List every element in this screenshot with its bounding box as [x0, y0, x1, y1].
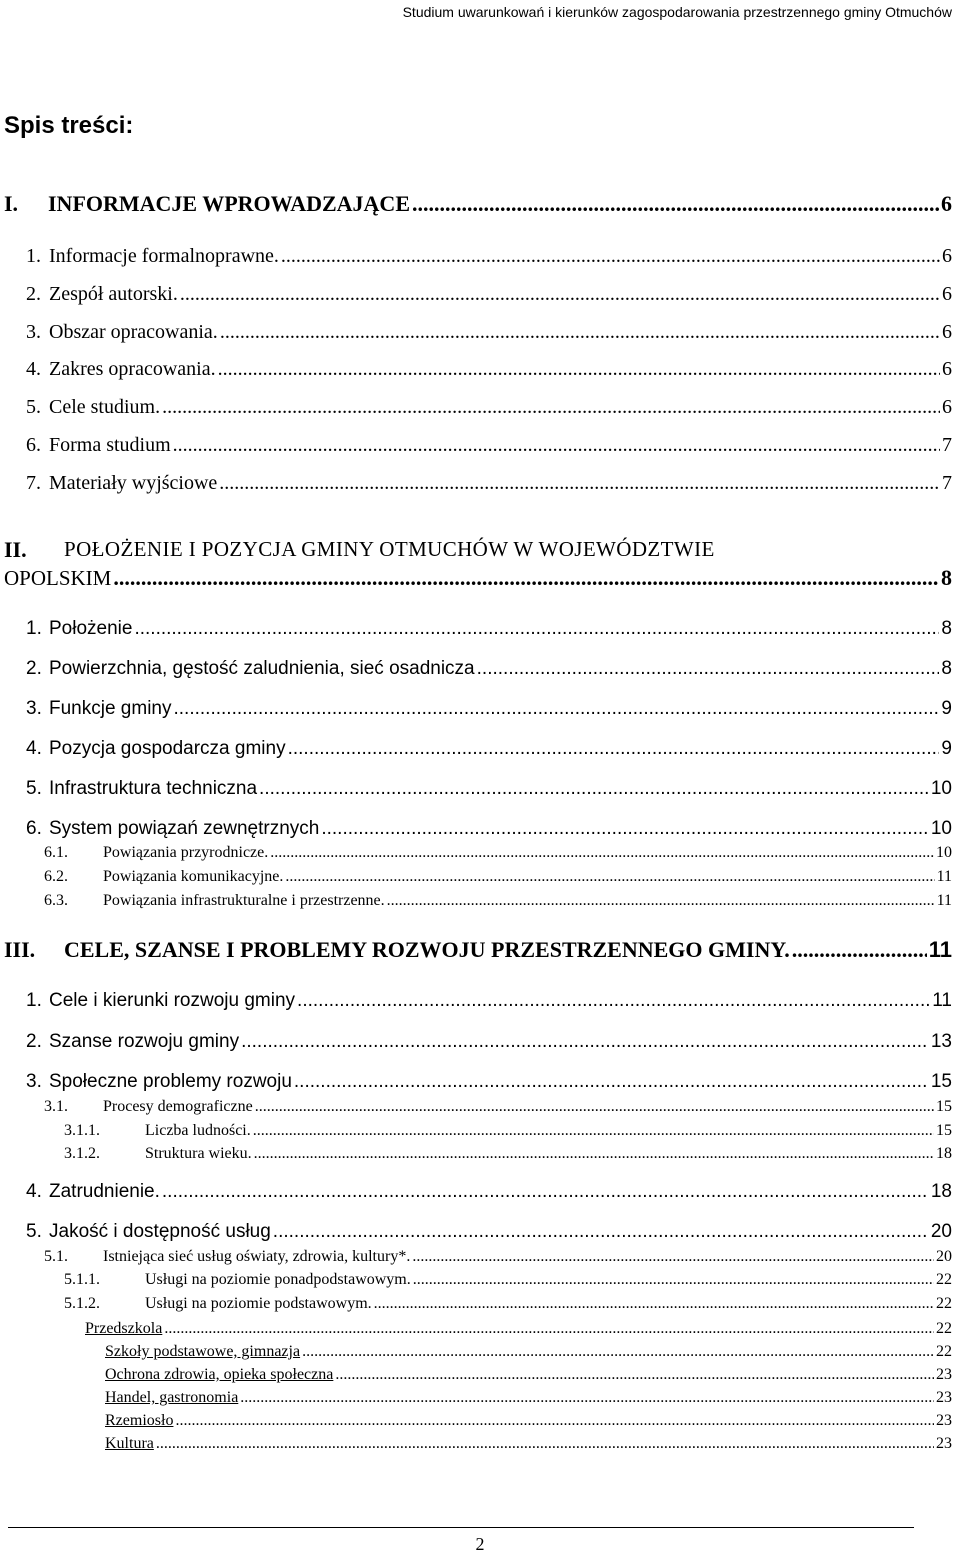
toc-label: Powiązania komunikacyjne. [103, 868, 284, 885]
toc-label: Struktura wieku. [145, 1145, 252, 1162]
toc-entry[interactable] [26, 245, 952, 268]
toc-page: 23 [936, 1366, 952, 1383]
toc-entry[interactable] [26, 698, 952, 720]
toc-number: III. [4, 937, 36, 962]
dot-leader [134, 618, 939, 640]
dot-leader [281, 245, 940, 268]
toc-entry[interactable] [26, 1071, 952, 1093]
toc-page: 13 [930, 1031, 952, 1052]
toc-label: CELE, SZANSE I PROBLEMY ROZWOJU PRZESTRZENNEGO GMINY. [64, 937, 790, 962]
toc-label: System powiązań zewnętrznych [49, 818, 320, 839]
dot-leader [477, 658, 940, 680]
toc-number: 6.3. [44, 892, 68, 909]
toc-subentry[interactable] [44, 892, 952, 910]
toc-subsubentry[interactable] [64, 1295, 952, 1313]
toc-label: INFORMACJE WPROWADZAJĄCE [48, 191, 410, 216]
toc-page: 6 [942, 283, 952, 305]
dot-leader [164, 1320, 934, 1338]
toc-page: 6 [942, 321, 952, 343]
toc-page: 6 [941, 191, 952, 216]
dot-leader [220, 321, 940, 344]
dot-leader [253, 1122, 934, 1140]
dot-leader [241, 1031, 929, 1053]
toc-number: 5.1.1. [64, 1271, 100, 1288]
toc-entry[interactable] [26, 283, 952, 306]
dot-leader [254, 1145, 934, 1163]
toc-label: POŁOŻENIE I POZYCJA GMINY OTMUCHÓW W WOJEWÓDZTWIE [64, 537, 715, 561]
toc-number: 3.1.2. [64, 1145, 100, 1162]
toc-label: Szanse rozwoju gminy [49, 1031, 240, 1052]
toc-subentry[interactable] [44, 844, 952, 862]
toc-entry[interactable] [26, 321, 952, 344]
toc-number: 3. [26, 321, 41, 343]
toc-part-3[interactable] [4, 937, 952, 963]
toc-label: OPOLSKIM [4, 566, 112, 590]
toc-number: 5.1.2. [64, 1295, 100, 1312]
toc-page: 10 [930, 818, 952, 839]
toc-entry[interactable] [26, 778, 952, 800]
dot-leader [294, 1071, 929, 1093]
toc-page: 10 [930, 778, 952, 799]
toc-part-2[interactable] [4, 565, 952, 591]
toc-subentry[interactable] [44, 1098, 952, 1116]
toc-label: Forma studium [49, 434, 171, 456]
toc-label: Istniejąca sieć usług oświaty, zdrowia, kultury*. [103, 1248, 411, 1265]
toc-subentry[interactable] [44, 1248, 952, 1266]
toc-page: 11 [936, 868, 952, 885]
toc-number: 2. [26, 283, 41, 305]
toc-number: 3.1.1. [64, 1122, 100, 1139]
toc-entry[interactable] [26, 472, 952, 495]
toc-page: 22 [936, 1343, 952, 1360]
toc-link-entry[interactable] [105, 1343, 952, 1361]
toc-page: 6 [942, 245, 952, 267]
dot-leader [259, 778, 929, 800]
dot-leader [173, 434, 940, 457]
toc-page: 22 [936, 1271, 952, 1288]
toc-number: I. [4, 191, 19, 216]
toc-page: 18 [930, 1181, 952, 1202]
toc-page: 8 [941, 565, 952, 590]
dot-leader [413, 1271, 934, 1289]
toc-subentry[interactable] [44, 868, 952, 886]
toc-number: 2. [26, 1031, 42, 1052]
toc-number: 5.1. [44, 1248, 68, 1265]
dot-leader [175, 1412, 934, 1430]
toc-number: 6.2. [44, 868, 68, 885]
toc-link[interactable]: Handel, gastronomia [105, 1389, 239, 1406]
toc-page: 18 [936, 1145, 952, 1162]
toc-number: 6. [26, 818, 42, 839]
toc-label: Społeczne problemy rozwoju [49, 1071, 292, 1092]
toc-number: 3.1. [44, 1098, 68, 1115]
dot-leader [792, 937, 927, 963]
toc-label: Usługi na poziomie ponadpodstawowym. [145, 1271, 411, 1288]
toc-entry[interactable] [26, 434, 952, 457]
toc-part-2-heading[interactable] [4, 537, 715, 563]
toc-link-entry[interactable] [105, 1389, 952, 1407]
toc-link-entry[interactable] [105, 1435, 952, 1453]
toc-page: 6 [942, 396, 952, 418]
toc-link[interactable]: Rzemiosło [105, 1412, 174, 1429]
toc-number: 7. [26, 472, 41, 494]
dot-leader [180, 283, 940, 306]
dot-leader [297, 990, 930, 1012]
toc-label: Jakość i dostępność usług [49, 1221, 271, 1242]
dot-leader [387, 892, 935, 910]
dot-leader [285, 868, 934, 886]
toc-label: Liczba ludności. [145, 1122, 251, 1139]
toc-number: 3. [26, 1071, 42, 1092]
toc-page: 8 [941, 618, 952, 639]
toc-number: 1. [26, 618, 42, 639]
toc-page: 22 [936, 1295, 952, 1312]
toc-number: 3. [26, 698, 42, 719]
toc-number: 5. [26, 778, 42, 799]
toc-number: 6. [26, 434, 41, 456]
toc-link[interactable]: Ochrona zdrowia, opieka społeczna [105, 1366, 334, 1383]
toc-subsubentry[interactable] [64, 1271, 952, 1289]
toc-link-entry[interactable] [85, 1320, 952, 1338]
toc-link[interactable]: Przedszkola [85, 1320, 163, 1337]
toc-link[interactable]: Kultura [105, 1435, 154, 1452]
toc-entry[interactable] [26, 358, 952, 381]
toc-page: 9 [941, 738, 952, 759]
toc-page: 15 [930, 1071, 952, 1092]
toc-label: Położenie [49, 618, 133, 639]
dot-leader [288, 738, 940, 760]
toc-number: 1. [26, 990, 42, 1011]
toc-link-entry[interactable] [105, 1412, 952, 1430]
toc-number: II. [4, 537, 27, 562]
toc-link-entry[interactable] [105, 1366, 952, 1384]
toc-entry[interactable] [26, 818, 952, 840]
toc-label: Powierzchnia, gęstość zaludnienia, sieć osadnicza [49, 658, 475, 679]
toc-number: 5. [26, 1221, 42, 1242]
toc-page: 9 [941, 698, 952, 719]
dot-leader [255, 1098, 934, 1116]
toc-number: 5. [26, 396, 41, 418]
toc-page: 11 [928, 937, 952, 962]
toc-page: 6 [942, 358, 952, 380]
toc-subsubentry[interactable] [64, 1145, 952, 1163]
toc-label: Procesy demograficzne [103, 1098, 253, 1115]
dot-leader [240, 1389, 934, 1407]
toc-label: Zespół autorski. [49, 283, 178, 305]
toc-page: 15 [936, 1098, 952, 1115]
toc-number: 2. [26, 658, 42, 679]
toc-label: Informacje formalnoprawne. [49, 245, 279, 267]
toc-page: 10 [936, 844, 952, 861]
toc-page: 11 [936, 892, 952, 909]
toc-label: Pozycja gospodarcza gminy [49, 738, 286, 759]
toc-page: 20 [936, 1248, 952, 1265]
dot-leader [174, 698, 940, 720]
toc-number: 6.1. [44, 844, 68, 861]
toc-label: Cele i kierunki rozwoju gminy [49, 990, 296, 1011]
dot-leader [219, 472, 940, 495]
running-header: Studium uwarunkowań i kierunków zagospodarowania przestrzennego gminy Otmuchów [402, 4, 952, 20]
toc-number: 4. [26, 358, 41, 380]
toc-page: 11 [932, 990, 952, 1011]
dot-leader [273, 1221, 929, 1243]
toc-number: 1. [26, 245, 41, 267]
dot-leader [321, 818, 929, 840]
dot-leader [335, 1366, 934, 1384]
toc-number: 4. [26, 738, 42, 759]
toc-label: Zatrudnienie. [49, 1181, 160, 1202]
dot-leader [218, 358, 940, 381]
toc-entry[interactable] [26, 1181, 952, 1203]
toc-page: 7 [942, 472, 952, 494]
dot-leader [162, 396, 940, 419]
toc-entry[interactable] [26, 990, 952, 1012]
toc-page: 23 [936, 1412, 952, 1429]
toc-entry[interactable] [26, 1031, 952, 1053]
toc-page: 23 [936, 1435, 952, 1452]
toc-label: Powiązania przyrodnicze. [103, 844, 269, 861]
toc-entry[interactable] [26, 618, 952, 640]
page-number: 2 [475, 1534, 485, 1554]
dot-leader [156, 1435, 934, 1453]
toc-label: Usługi na poziomie podstawowym. [145, 1295, 372, 1312]
toc-page: 22 [936, 1320, 952, 1337]
toc-page: 15 [936, 1122, 952, 1139]
dot-leader [412, 1248, 934, 1266]
toc-link[interactable]: Szkoły podstawowe, gimnazja [105, 1343, 301, 1360]
toc-label: Cele studium. [49, 396, 161, 418]
toc-label: Zakres opracowania. [49, 358, 216, 380]
toc-label: Powiązania infrastrukturalne i przestrzenne. [103, 892, 385, 909]
dot-leader [412, 191, 939, 217]
toc-label: Materiały wyjściowe [49, 472, 218, 494]
dot-leader [270, 844, 934, 862]
toc-entry[interactable] [26, 1221, 952, 1243]
dot-leader [113, 565, 939, 591]
footer-rule [8, 1527, 914, 1528]
dot-leader [302, 1343, 934, 1361]
toc-page: 23 [936, 1389, 952, 1406]
dot-leader [162, 1181, 929, 1203]
toc-entry[interactable] [26, 738, 952, 760]
toc-entry[interactable] [26, 658, 952, 680]
dot-leader [374, 1295, 934, 1313]
toc-part-1[interactable] [4, 191, 952, 217]
toc-label: Funkcje gminy [49, 698, 172, 719]
toc-page: 7 [942, 434, 952, 456]
toc-title: Spis treści: [4, 112, 134, 139]
toc-page: 8 [941, 658, 952, 679]
toc-number: 4. [26, 1181, 42, 1202]
toc-entry[interactable] [26, 396, 952, 419]
toc-label: Infrastruktura techniczna [49, 778, 258, 799]
toc-page: 20 [930, 1221, 952, 1242]
toc-label: Obszar opracowania. [49, 321, 218, 343]
toc-subsubentry[interactable] [64, 1122, 952, 1140]
